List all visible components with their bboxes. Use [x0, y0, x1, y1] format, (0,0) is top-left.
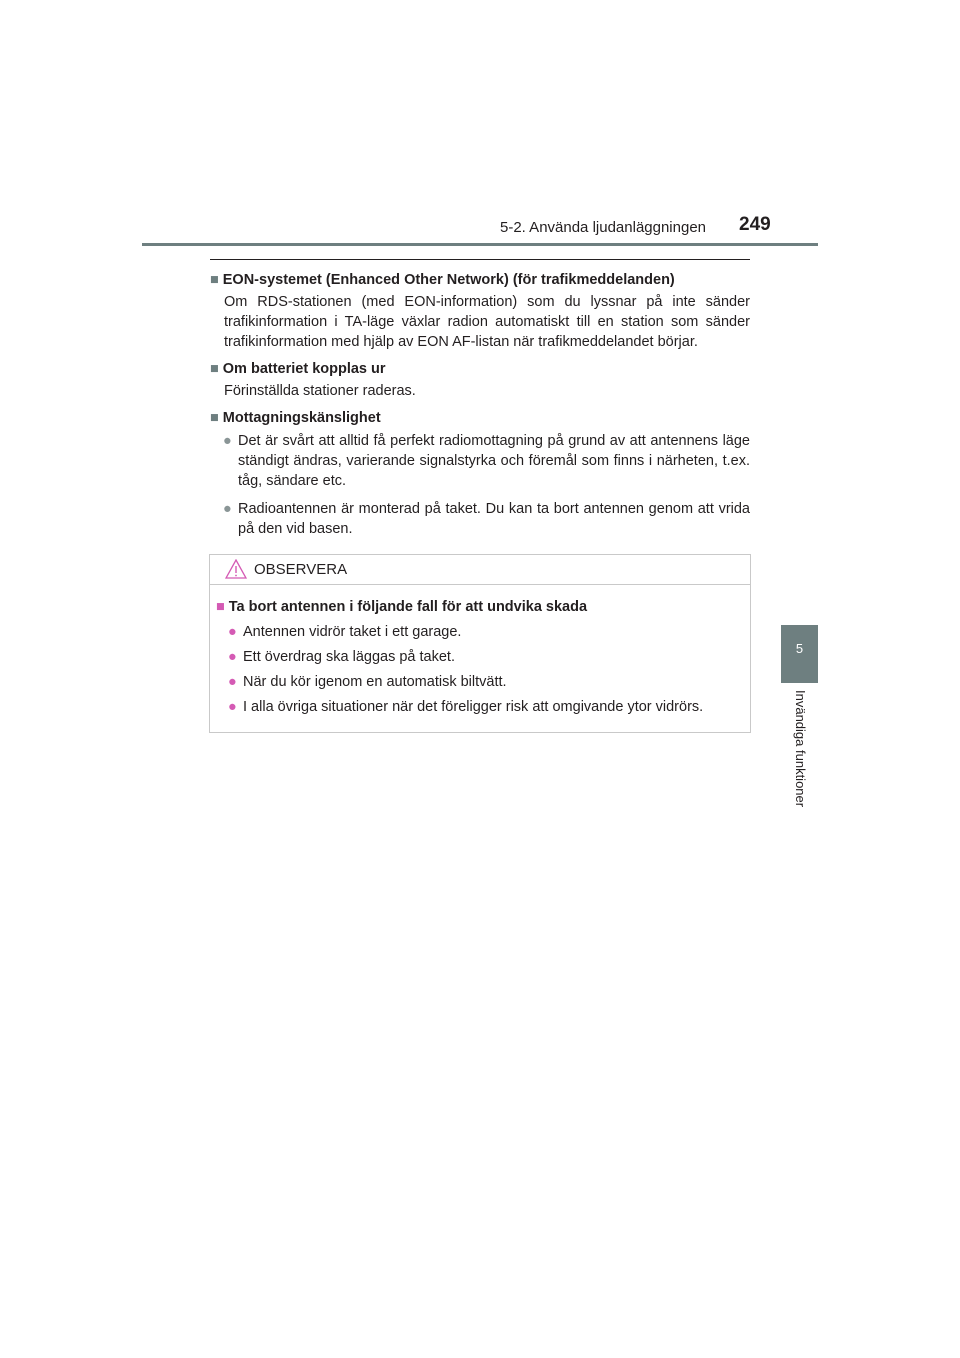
warning-title: OBSERVERA [254, 561, 348, 578]
section-reception [210, 408, 750, 539]
list-item: ● I alla övriga situationer när det föreligger risk att omgivande ytor vidrörs. [228, 699, 704, 715]
section-text: Om RDS-stationen (med EON-information) som du lyssnar på inte sänder trafikinformation i TA-läge växlar radion automatiskt till en station som sänder trafikinformation med hjälp av EON AF-listan när trafikmeddelandet börjar. [224, 294, 750, 350]
warning-heading: ■ Ta bort antennen i följande fall för att undvika skada [216, 599, 588, 615]
warning-header [210, 555, 750, 585]
section-eon [210, 270, 750, 352]
circle-bullet-icon: ● [223, 433, 232, 449]
chapter-number: 5 [795, 641, 804, 656]
section-text: Förinställda stationer raderas. [224, 383, 416, 399]
content-top-rule [210, 259, 750, 260]
circle-bullet-icon: ● [228, 649, 237, 665]
header-rule [142, 243, 818, 246]
circle-bullet-icon: ● [223, 501, 232, 517]
list-item: ● Ett överdrag ska läggas på taket. [228, 649, 455, 665]
circle-bullet-icon: ● [228, 624, 237, 640]
circle-bullet-icon: ● [228, 674, 237, 690]
list-item: ● Radioantennen är monterad på taket. Du kan ta bort antennen genom att vrida på den vid basen. [223, 501, 750, 537]
section-heading: ■ EON-systemet (Enhanced Other Network) (för trafikmeddelanden) [210, 272, 675, 288]
list-item: ● Antennen vidrör taket i ett garage. [228, 624, 462, 640]
list-item: ● Det är svårt att alltid få perfekt radiomottagning på grund av att antennens läge ständigt ändras, varierande signalstyrka och föremål som finns i närheten, t.ex. tåg, sändare etc. [223, 433, 750, 489]
square-bullet-icon: ■ [210, 361, 219, 377]
warning-body [210, 585, 750, 717]
warning-box [209, 554, 751, 733]
square-bullet-icon: ■ [210, 272, 219, 288]
warning-triangle-icon [225, 559, 247, 579]
section-heading: ■ Mottagningskänslighet [210, 410, 381, 426]
section-battery [210, 359, 750, 401]
square-bullet-icon: ■ [210, 410, 219, 426]
page-number: 249 [739, 214, 771, 235]
section-heading: ■ Om batteriet kopplas ur [210, 361, 386, 377]
main-content [210, 270, 750, 546]
header-title: 5-2. Använda ljudanläggningen [500, 219, 707, 236]
list-item: ● När du kör igenom en automatisk biltvätt. [228, 674, 507, 690]
chapter-label: Invändiga funktioner [793, 690, 808, 808]
chapter-tab [781, 625, 818, 683]
circle-bullet-icon: ● [228, 699, 237, 715]
square-bullet-icon: ■ [216, 599, 225, 615]
